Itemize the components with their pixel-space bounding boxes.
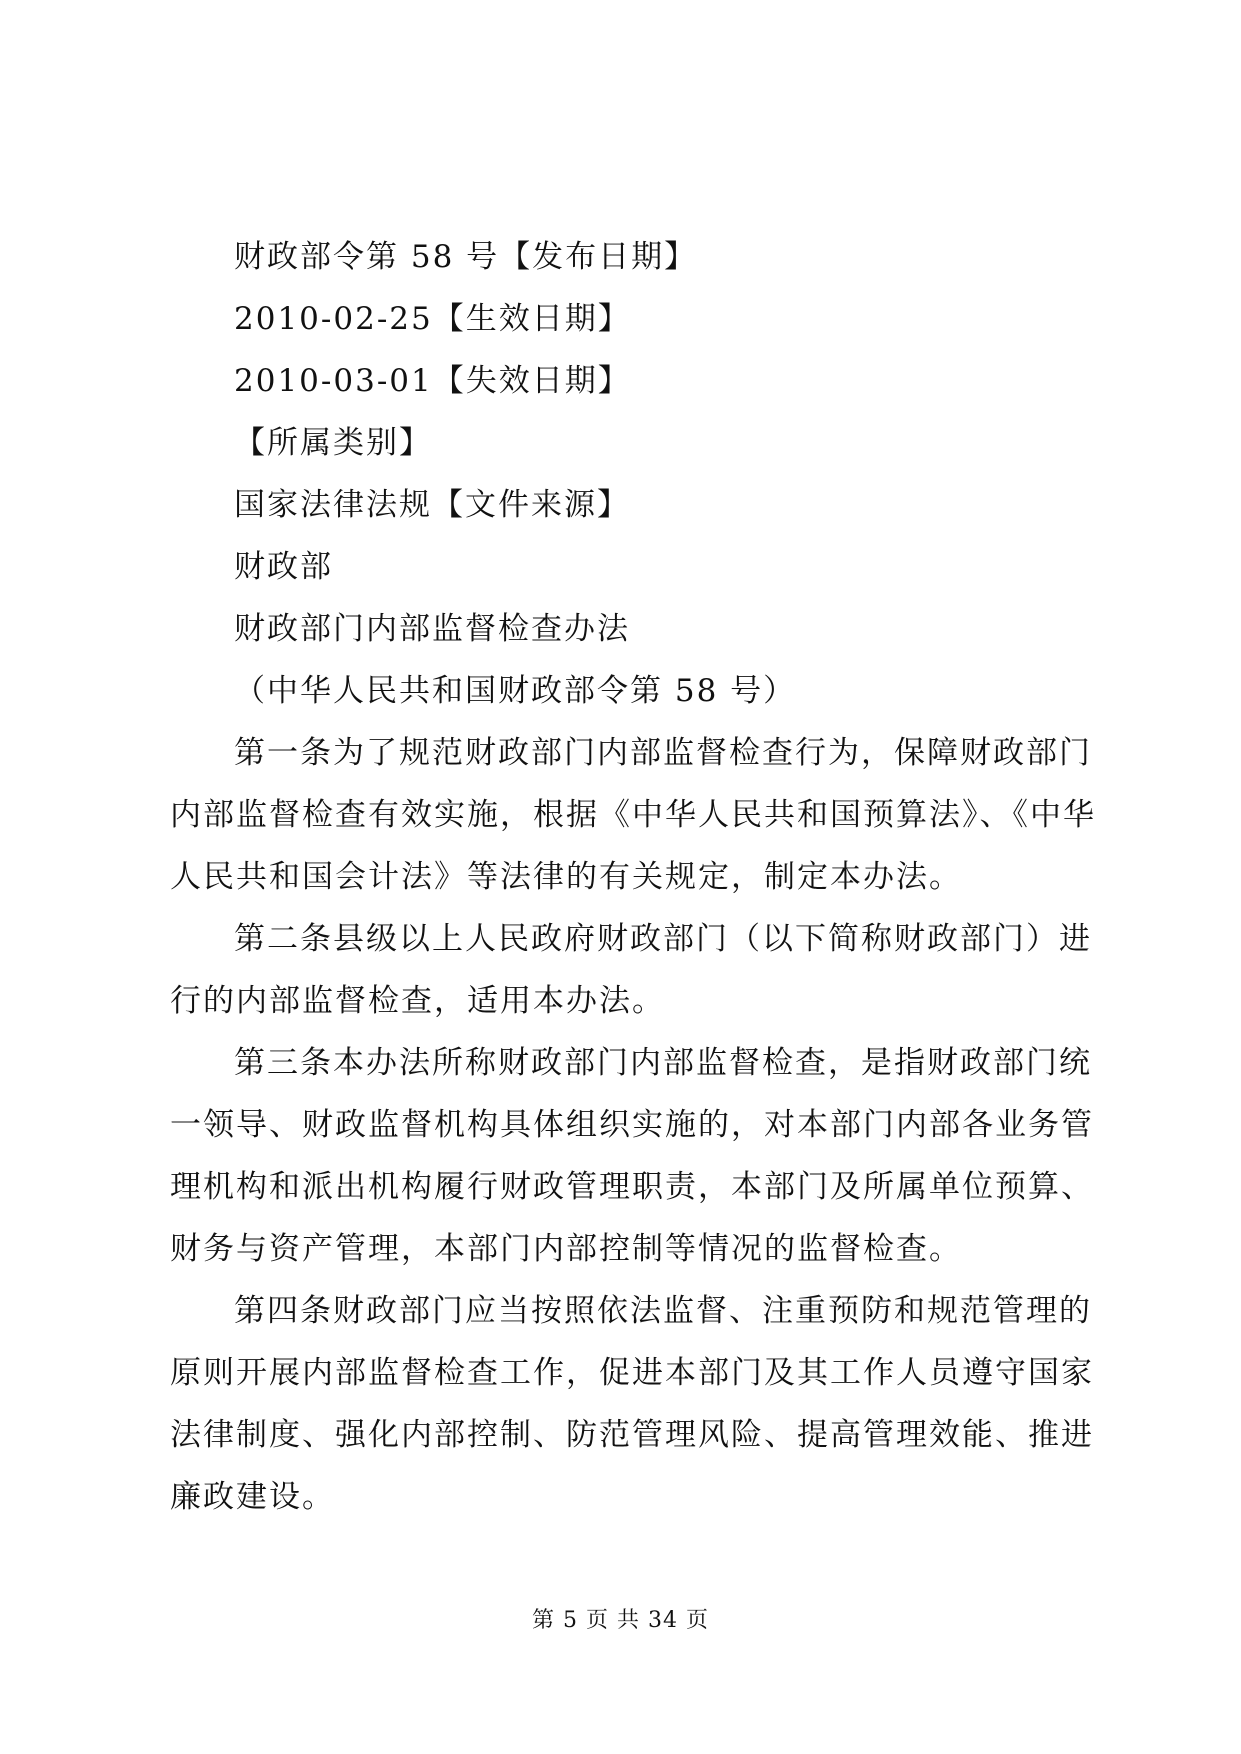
article-1 bbox=[170, 722, 1096, 908]
article-4-line: 法律制度、强化内部控制、防范管理风险、提高管理效能、推进 bbox=[170, 1417, 1094, 1453]
publish-date-line: 2010-02-25【生效日期】 bbox=[234, 301, 631, 337]
source-value-line: 财政部 bbox=[234, 549, 333, 585]
document-body bbox=[170, 226, 1096, 1528]
document-subtitle: （中华人民共和国财政部令第 58 号） bbox=[234, 673, 797, 709]
article-4-line: 廉政建设。 bbox=[170, 1479, 335, 1515]
article-4-line: 第四条财政部门应当按照依法监督、注重预防和规范管理的 bbox=[234, 1293, 1092, 1329]
article-3-line: 财务与资产管理，本部门内部控制等情况的监督检查。 bbox=[170, 1231, 962, 1267]
page-number-footer: 第 5 页 共 34 页 bbox=[532, 1608, 709, 1633]
article-3 bbox=[170, 1032, 1094, 1280]
article-3-line: 第三条本办法所称财政部门内部监督检查，是指财政部门统 bbox=[234, 1045, 1092, 1081]
effective-date-line: 2010-03-01【失效日期】 bbox=[234, 363, 631, 399]
article-1-line: 第一条为了规范财政部门内部监督检查行为，保障财政部门 bbox=[234, 735, 1092, 771]
article-2 bbox=[170, 908, 1090, 1032]
article-2-line: 第二条县级以上人民政府财政部门（以下简称财政部门）进 bbox=[234, 921, 1092, 957]
category-value-line: 国家法律法规【文件来源】 bbox=[234, 487, 630, 523]
order-number-line: 财政部令第 58 号【发布日期】 bbox=[234, 239, 698, 275]
article-1-line: 内部监督检查有效实施，根据《中华人民共和国预算法》、《中华 bbox=[170, 797, 1096, 833]
article-4-line: 原则开展内部监督检查工作，促进本部门及其工作人员遵守国家 bbox=[170, 1355, 1094, 1391]
article-3-line: 理机构和派出机构履行财政管理职责，本部门及所属单位预算、 bbox=[170, 1169, 1094, 1205]
article-3-line: 一领导、财政监督机构具体组织实施的，对本部门内部各业务管 bbox=[170, 1107, 1094, 1143]
article-2-line: 行的内部监督检查，适用本办法。 bbox=[170, 983, 665, 1019]
article-1-line: 人民共和国会计法》等法律的有关规定，制定本办法。 bbox=[170, 859, 962, 895]
article-4 bbox=[170, 1280, 1094, 1528]
category-label-line: 【所属类别】 bbox=[234, 425, 432, 461]
document-title: 财政部门内部监督检查办法 bbox=[234, 611, 630, 647]
